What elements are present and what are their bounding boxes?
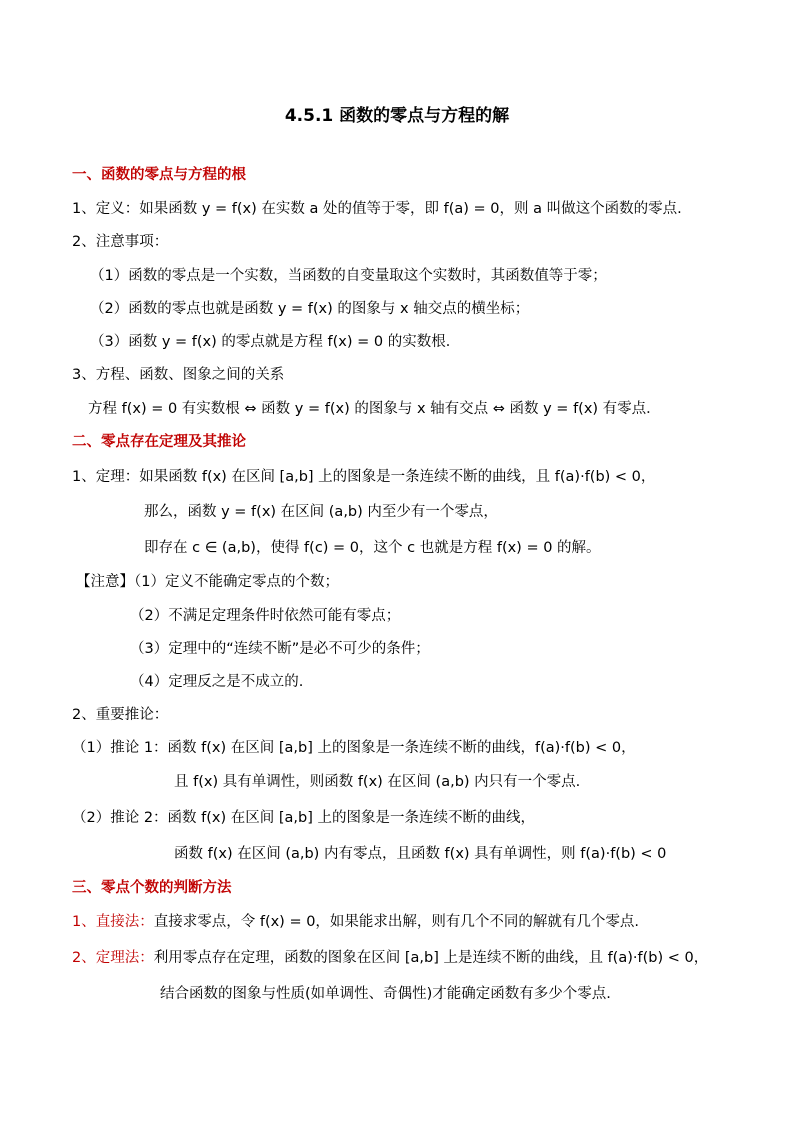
corollary-1-line-1: （1）推论 1：函数 f(x) 在区间 [a,b] 上的图象是一条连续不断的曲线，f(a)·f(b) < 0，: [72, 740, 636, 756]
method-theorem-label: 2、定理法：: [72, 950, 154, 966]
note-item-3: （3）函数 y = f(x) 的零点就是方程 f(x) = 0 的实数根．: [90, 334, 461, 350]
notes-heading: 2、注意事项：: [72, 234, 169, 250]
corollary-heading: 2、重要推论：: [72, 707, 169, 723]
theorem-line-1: 1、定理：如果函数 f(x) 在区间 [a,b] 上的图象是一条连续不断的曲线，且 f(a)·f(b) < 0，: [72, 469, 656, 485]
method-theorem-text: 利用零点存在定理，函数的图象在区间 [a,b] 上是连续不断的曲线，且 f(a)·f(b) < 0，: [153, 950, 709, 966]
note-item-1: （1）函数的零点是一个实数，当函数的自变量取这个实数时，其函数值等于零；: [90, 268, 607, 284]
method-theorem: [72, 948, 708, 968]
note-item-2: （2）函数的零点也就是函数 y = f(x) 的图象与 x 轴交点的横坐标；: [90, 301, 530, 317]
relation-line: 方程 f(x) = 0 有实数根 ⇔ 函数 y = f(x) 的图象与 x 轴有交点 ⇔ 函数 y = f(x) 有零点．: [88, 401, 661, 417]
method-theorem-continuation: 结合函数的图象与性质(如单调性、奇偶性)才能确定函数有多少个零点.: [160, 986, 611, 1002]
caution-item-2: （2）不满足定理条件时依然可能有零点；: [130, 608, 401, 624]
corollary-2-line-1: （2）推论 2：函数 f(x) 在区间 [a,b] 上的图象是一条连续不断的曲线，: [72, 810, 536, 826]
page-title: 4.5.1 函数的零点与方程的解: [284, 106, 510, 126]
section-heading-3: 三、零点个数的判断方法: [72, 880, 232, 896]
section-heading-1: 一、函数的零点与方程的根: [72, 167, 246, 183]
method-direct: [72, 912, 639, 932]
theorem-line-2: 那么，函数 y = f(x) 在区间 (a,b) 内至少有一个零点，: [144, 504, 498, 520]
method-direct-label: 1、直接法：: [72, 914, 154, 930]
relation-heading: 3、方程、函数、图象之间的关系: [72, 367, 285, 383]
corollary-1-line-2: 且 f(x) 具有单调性，则函数 f(x) 在区间 (a,b) 内只有一个零点.: [174, 774, 581, 790]
definition-line: 1、定义：如果函数 y = f(x) 在实数 a 处的值等于零，即 f(a) = 0，则 a 叫做这个函数的零点.: [72, 201, 682, 217]
method-direct-text: 直接求零点，令 f(x) = 0，如果能求出解，则有几个不同的解就有几个零点.: [153, 914, 640, 930]
caution-item-3: （3）定理中的“连续不断”是必不可少的条件；: [130, 641, 430, 657]
section-heading-2: 二、零点存在定理及其推论: [72, 434, 246, 450]
corollary-2-line-2: 函数 f(x) 在区间 (a,b) 内有零点，且函数 f(x) 具有单调性，则 f(a)·f(b) < 0: [174, 846, 667, 862]
theorem-line-3: 即存在 c ∈ (a,b)，使得 f(c) = 0，这个 c 也就是方程 f(x) = 0 的解。: [144, 540, 601, 556]
caution-item-1: 【注意】（1）定义不能确定零点的个数；: [76, 574, 339, 590]
caution-item-4: （4）定理反之是不成立的.: [130, 674, 304, 690]
